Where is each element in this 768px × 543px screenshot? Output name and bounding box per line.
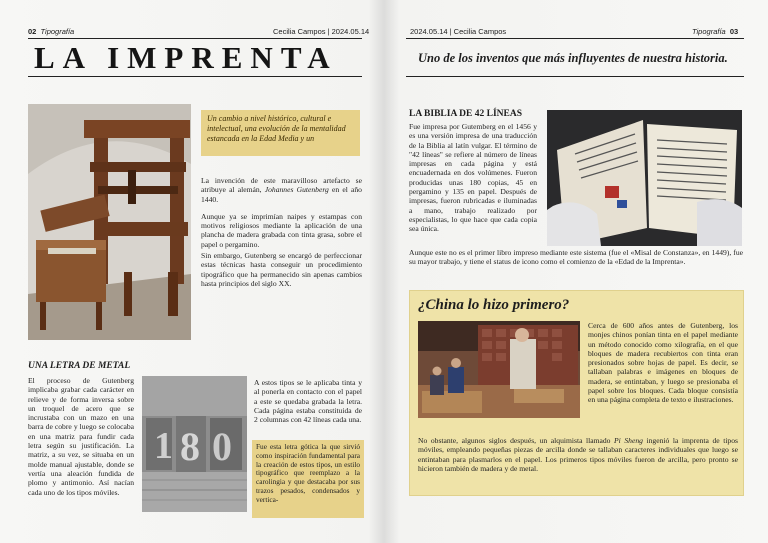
left-folio-credit: Cecilia Campos | 2024.05.14 [273,27,370,36]
metal-paragraph-1: El proceso de Gutenberg implicaba grabar cada carácter en relieve y de forma inversa sobre un troquel de acero que se incrustaba con un mazo en una barra de cobre y luego se colocaba en una matriz para fundir cada letra según su justificación. La matriz, a su vez, se situaba en un molde manual ajustable, donde se vertía una aleación fundida de plomo y antimonio. Así nacían cada uno de los tipos móviles. [28,376,134,497]
svg-text:8: 8 [180,424,200,469]
chinese-printers-photo [418,321,580,418]
gothic-letter-note: Fue esta letra gótica la que sirvió como inspiración fundamental para la creación de estos tipos, un estilo tipográfico que reemplazo a la carolingia y que destacaba por sus trazos pesados, condensados y vertica- [252,440,364,518]
metal-heading: UNA LETRA DE METAL [28,361,131,371]
svg-text:1: 1 [154,425,173,467]
pull-quote: Un cambio a nivel histórico, cultural e intelectual, una evolución de la mentalidad estancada en la Edad Media y un [201,110,360,156]
right-masthead-rule [406,76,744,77]
right-section-name: Tipografía [692,27,726,36]
left-masthead-rule [28,76,362,77]
intro-paragraph-1: La invención de este maravilloso artefacto se atribuye al alemán, Johannes Gutenberg en el año 1440. [201,176,362,204]
bible-paragraph-2: Aunque este no es el primer libro impreso mediante este sistema (fue el «Misal de Constanza», en 1449), fue su mayor trabajo, y tiene el status de icono como el comienzo de la «Edad de la Imprenta». [409,248,743,267]
right-page-number: 03 [729,27,739,36]
gutenberg-name: Johannes Gutenberg [264,185,329,195]
masthead-title: LA IMPRENTA [34,40,338,75]
china-paragraph-2: No obstante, algunos siglos después, un alquimista llamado Pi Sheng ingenió la imprenta de tipos móviles, empleando pequeñas piezas de arcilla donde se tallaban caracteres individuales que luego se entintaban para plasmarlos en el papel. Los primeros tipos móviles fueron de arcilla, pero pronto se hicieron también de madera y de metal. [418,436,738,473]
right-top-rule [406,38,744,39]
china-heading: ¿China lo hizo primero? [418,297,570,313]
china-paragraph-1: Cerca de 600 años antes de Gutenberg, los monjes chinos ponían tinta en el papel mediante un método conocido como xilografía, en el que bloques de madera recubiertos con tinta eran presionados sobre hojas de papel. Es decir, se tallaban palabras e imágenes en bloques de madera, se entintaban, y luego se presionaba el papel sobre los bloques. Cada bloque consistía en una página completa de texto e ilustraciones. [588,321,738,405]
left-page-number: 02 [28,27,37,36]
bible-photo [547,110,742,246]
left-section-name: Tipografía [40,27,75,36]
intro-text [201,176,362,292]
right-folio-credit: 2024.05.14 | Cecilia Campos [410,27,507,36]
bible-paragraph-1: Fue impresa por Gutemberg en el 1456 y es una versión impresa de una traducción de la Biblia al latín vulgar. El término de "42 líneas" se refiere al número de líneas impresas en cada página y está encuadernada en dos volúmenes. Fueron producidas unas 180 copias, 45 en pergamino y 135 en papel. Después de impresas, fueron rubricadas e iluminadas a mano, trabajo realizado por especialistas, lo que hace que cada copia sea única. [409,122,537,234]
printing-press-photo [28,104,191,340]
intro-paragraph-3: Sin embargo, Gutenberg se encargó de perfeccionar estas técnicas hasta conseguir un procedimiento tipográfico que ha permanecido sin apenas cambios hasta principios del siglo XX. [201,251,362,288]
right-folio [692,27,738,36]
svg-text:0: 0 [212,424,232,469]
left-top-rule [28,38,362,39]
intro-paragraph-2: Aunque ya se imprimían naipes y estampas con motivos religiosos mediante la aplicación de una plancha de madera grabada con tinta grasa, sobre el papel o pergamino. [201,211,362,249]
metal-type-photo [142,376,247,512]
metal-paragraph-2: A estos tipos se le aplicaba tinta y al ponerla en contacto con el papel a este se quedaba grabada la letra. Cada página estaba constituida de 2 columnas con 42 líneas cada una. [254,378,362,425]
bible-heading: LA BIBLIA DE 42 LÍNEAS [409,109,522,119]
tagline: Uno de los inventos que más influyentes de nuestra historia. [418,51,728,65]
pi-sheng-name: Pi Sheng [614,436,643,445]
left-folio [28,27,74,36]
